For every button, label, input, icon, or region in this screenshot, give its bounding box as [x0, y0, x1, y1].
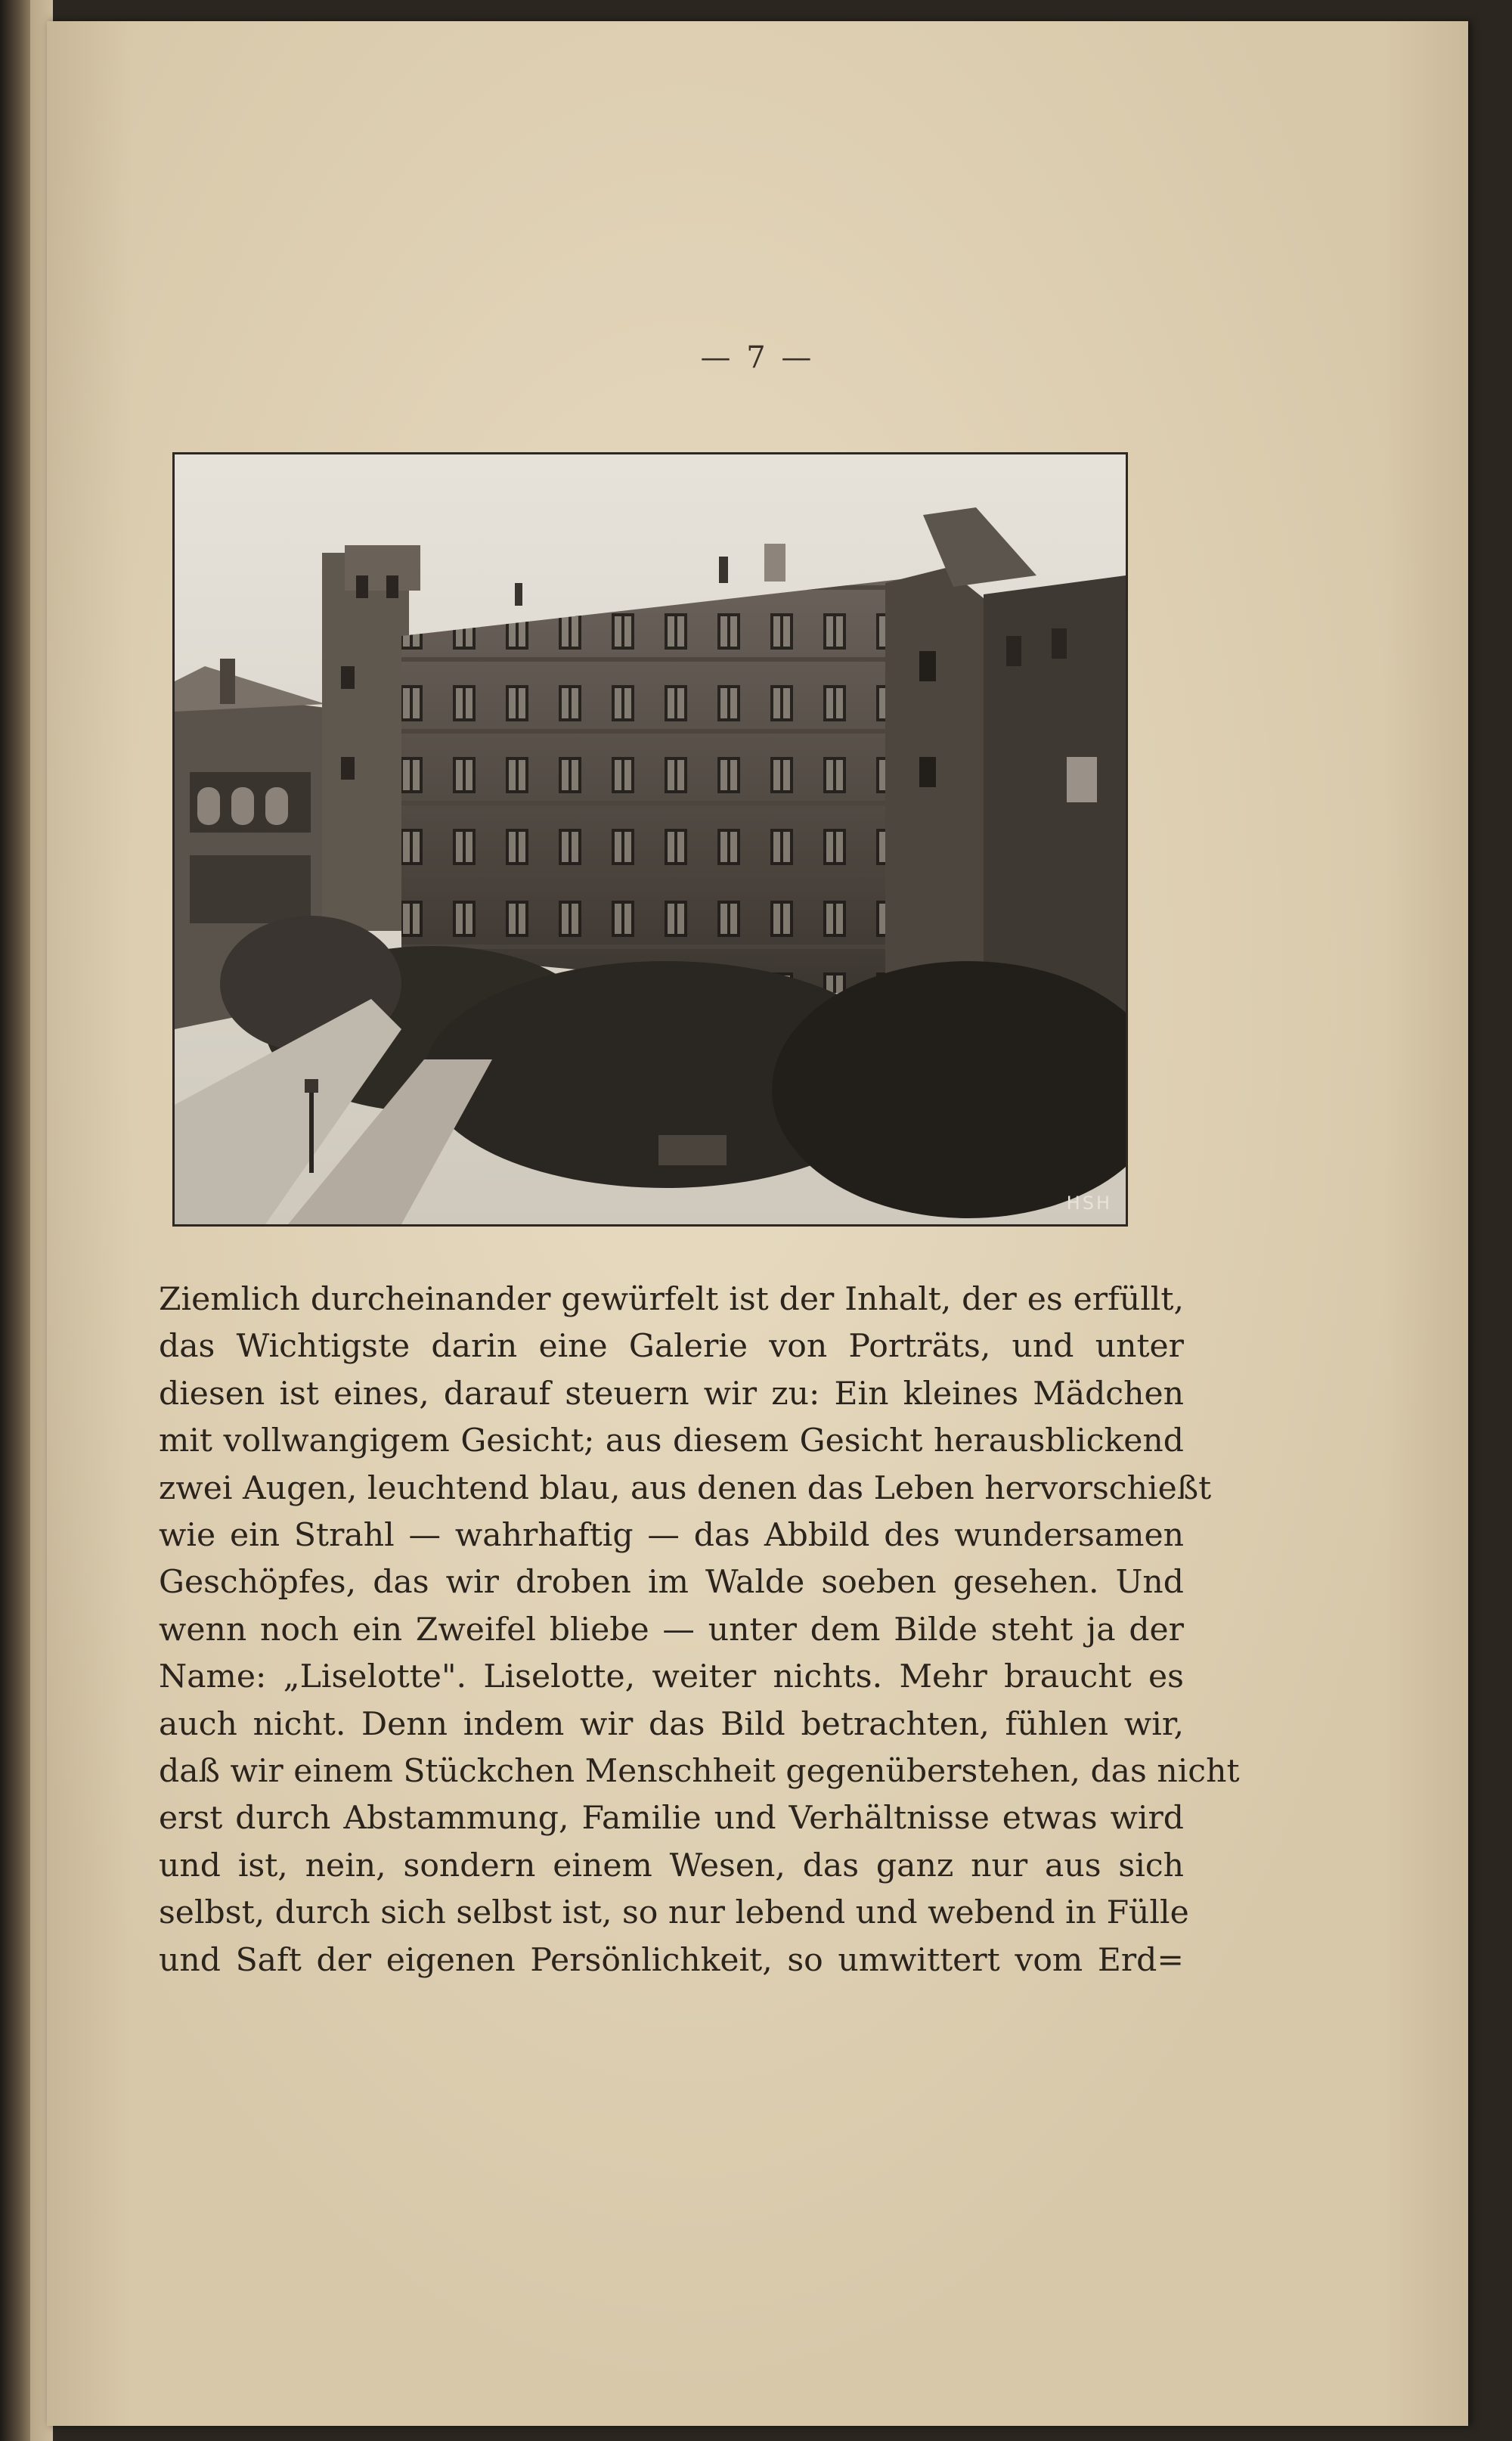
book-page	[47, 21, 1468, 2426]
castle-illustration	[175, 454, 1126, 1224]
text-line: mit vollwangigem Gesicht; aus diesem Gesicht herausblickend	[159, 1422, 1184, 1460]
text-line: wenn noch ein Zweifel bliebe — unter dem Bilde steht ja der	[159, 1611, 1184, 1649]
text-line: wie ein Strahl — wahrhaftig — das Abbild des wundersamen	[159, 1517, 1184, 1555]
text-line: Geschöpfes, das wir droben im Walde soeben gesehen. Und	[159, 1564, 1184, 1602]
castle-photograph	[172, 452, 1128, 1227]
text-line: auch nicht. Denn indem wir das Bild betrachten, fühlen wir,	[159, 1705, 1184, 1743]
page-number: — 7 —	[700, 340, 815, 375]
text-line: Name: „Liselotte". Liselotte, weiter nichts. Mehr braucht es	[159, 1658, 1184, 1696]
text-line: und ist, nein, sondern einem Wesen, das ganz nur aus sich	[159, 1847, 1184, 1884]
text-line: das Wichtigste darin eine Galerie von Porträts, und unter	[159, 1328, 1184, 1366]
text-line: selbst, durch sich selbst ist, so nur lebend und webend in Fülle	[159, 1894, 1189, 1932]
body-paragraph	[159, 1276, 1240, 1984]
text-line: und Saft der eigenen Persönlichkeit, so umwittert vom Erd=	[159, 1941, 1184, 1979]
text-line: diesen ist eines, darauf steuern wir zu: Ein kleines Mädchen	[159, 1375, 1184, 1413]
book-spine	[0, 0, 30, 2441]
text-line: daß wir einem Stückchen Menschheit gegenüberstehen, das nicht	[159, 1753, 1240, 1791]
text-line: erst durch Abstammung, Familie und Verhältnisse etwas wird	[159, 1800, 1184, 1838]
text-line: zwei Augen, leuchtend blau, aus denen das Leben hervorschießt	[159, 1469, 1212, 1507]
text-line: Ziemlich durcheinander gewürfelt ist der Inhalt, der es erfüllt,	[159, 1281, 1184, 1318]
photographer-mark: HSH	[1066, 1193, 1112, 1214]
